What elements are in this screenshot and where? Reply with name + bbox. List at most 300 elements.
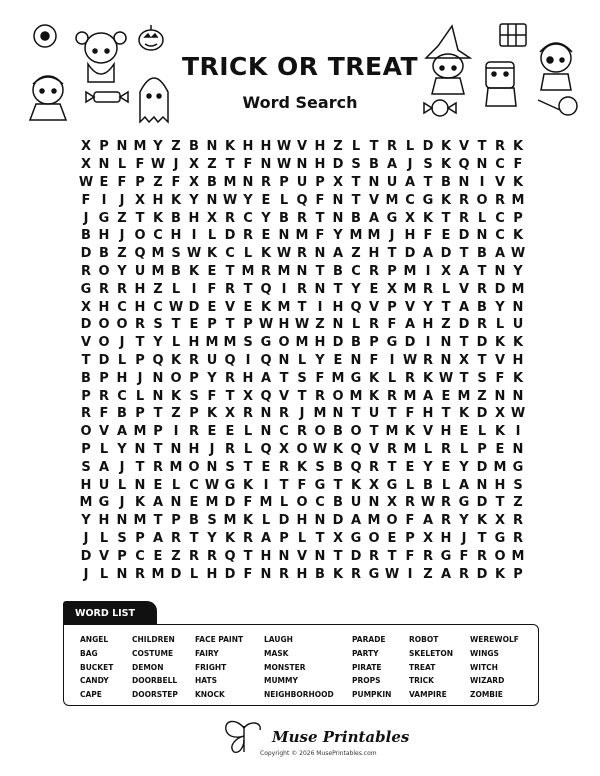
- grid-letter: T: [279, 370, 289, 386]
- grid-letter: Q: [260, 388, 272, 404]
- grid-letter: M: [223, 513, 237, 529]
- grid-letter: B: [423, 477, 433, 493]
- grid-letter: A: [458, 263, 470, 279]
- grid-letter: D: [188, 299, 200, 315]
- grid-letter: K: [206, 246, 218, 262]
- grid-letter: N: [332, 210, 344, 226]
- grid-letter: R: [134, 317, 145, 333]
- grid-letter: G: [386, 210, 398, 226]
- grid-letter: D: [80, 317, 92, 333]
- grid-letter: Y: [207, 530, 217, 546]
- grid-letter: D: [458, 317, 470, 333]
- grid-letter: R: [440, 513, 451, 529]
- word-list-item: COSTUME: [132, 648, 174, 658]
- grid-letter: Z: [513, 495, 523, 511]
- grid-letter: D: [422, 139, 434, 155]
- grid-letter: C: [315, 495, 325, 511]
- word-list-item: ZOMBIE: [470, 690, 503, 700]
- grid-letter: M: [169, 459, 183, 475]
- word-list-column: [132, 633, 178, 702]
- grid-letter: S: [297, 370, 307, 386]
- grid-letter: R: [422, 548, 433, 564]
- grid-letter: K: [260, 246, 272, 262]
- grid-letter: O: [98, 263, 110, 279]
- grid-letter: Y: [333, 228, 343, 244]
- grid-letter: D: [224, 228, 236, 244]
- grid-letter: H: [242, 370, 254, 386]
- grid-letter: T: [189, 530, 199, 546]
- grid-letter: F: [117, 174, 127, 190]
- grid-letter: P: [135, 406, 145, 422]
- grid-letter: R: [422, 281, 433, 297]
- grid-letter: N: [116, 513, 128, 529]
- grid-letter: U: [512, 317, 524, 333]
- grid-letter: K: [422, 370, 434, 386]
- grid-letter: L: [243, 441, 253, 457]
- grid-letter: B: [369, 157, 379, 173]
- grid-letter: D: [80, 548, 92, 564]
- grid-letter: H: [188, 210, 200, 226]
- grid-letter: K: [134, 495, 146, 511]
- grid-letter: H: [314, 335, 326, 351]
- grid-letter: R: [80, 263, 91, 279]
- word-list-item: FRIGHT: [195, 662, 227, 672]
- grid-letter: N: [440, 352, 452, 368]
- grid-letter: U: [368, 406, 380, 422]
- grid-letter: C: [153, 228, 163, 244]
- grid-letter: N: [368, 174, 380, 190]
- grid-letter: K: [458, 406, 470, 422]
- grid-letter: M: [151, 246, 165, 262]
- grid-letter: A: [458, 477, 470, 493]
- grid-letter: X: [206, 210, 218, 226]
- grid-letter: W: [168, 299, 184, 315]
- grid-letter: L: [351, 139, 361, 155]
- grid-letter: N: [332, 406, 344, 422]
- grid-letter: T: [477, 139, 487, 155]
- grid-letter: P: [405, 530, 415, 546]
- grid-letter: V: [458, 281, 470, 297]
- grid-letter: O: [98, 317, 110, 333]
- grid-letter: S: [225, 459, 235, 475]
- grid-letter: C: [117, 388, 127, 404]
- grid-letter: L: [423, 441, 433, 457]
- word-list-item: DEMON: [132, 662, 164, 672]
- grid-letter: H: [314, 157, 326, 173]
- grid-letter: N: [116, 139, 128, 155]
- grid-letter: E: [207, 263, 217, 279]
- grid-letter: O: [80, 424, 92, 440]
- grid-letter: I: [281, 281, 287, 297]
- grid-letter: G: [98, 210, 110, 226]
- grid-letter: F: [243, 495, 253, 511]
- grid-letter: R: [260, 174, 271, 190]
- grid-letter: N: [494, 388, 506, 404]
- grid-letter: A: [98, 459, 110, 475]
- grid-letter: R: [242, 228, 253, 244]
- grid-letter: C: [135, 548, 145, 564]
- grid-letter: I: [389, 352, 395, 368]
- grid-letter: N: [170, 441, 182, 457]
- word-list-item: WITCH: [470, 662, 498, 672]
- grid-letter: V: [98, 424, 110, 440]
- grid-letter: E: [261, 228, 271, 244]
- grid-letter: W: [276, 157, 292, 173]
- grid-letter: Y: [495, 299, 505, 315]
- grid-letter: V: [278, 388, 290, 404]
- letter-grid: [77, 138, 527, 583]
- grid-letter: Y: [261, 210, 271, 226]
- grid-letter: M: [259, 495, 273, 511]
- word-list-column: [80, 633, 113, 702]
- grid-letter: F: [513, 157, 523, 173]
- grid-letter: Q: [224, 548, 236, 564]
- grid-letter: P: [189, 406, 199, 422]
- grid-letter: W: [222, 192, 238, 208]
- grid-letter: Y: [351, 281, 361, 297]
- grid-letter: Q: [296, 192, 308, 208]
- grid-letter: W: [438, 370, 454, 386]
- grid-letter: S: [351, 157, 361, 173]
- grid-letter: T: [315, 263, 325, 279]
- word-list-item: BUCKET: [80, 662, 114, 672]
- grid-letter: R: [494, 192, 505, 208]
- grid-letter: F: [207, 281, 217, 297]
- grid-letter: K: [350, 477, 362, 493]
- grid-letter: R: [296, 424, 307, 440]
- grid-letter: G: [350, 370, 362, 386]
- grid-letter: B: [333, 263, 343, 279]
- grid-letter: K: [224, 139, 236, 155]
- grid-letter: H: [98, 228, 110, 244]
- grid-letter: P: [315, 174, 325, 190]
- grid-letter: S: [153, 317, 163, 333]
- grid-letter: H: [314, 139, 326, 155]
- grid-letter: H: [422, 406, 434, 422]
- grid-letter: W: [258, 317, 274, 333]
- grid-letter: B: [333, 495, 343, 511]
- grid-letter: D: [476, 495, 488, 511]
- grid-letter: E: [207, 299, 217, 315]
- grid-letter: C: [279, 424, 289, 440]
- grid-letter: H: [332, 299, 344, 315]
- grid-letter: F: [405, 513, 415, 529]
- grid-letter: N: [296, 263, 308, 279]
- grid-letter: N: [332, 192, 344, 208]
- grid-letter: C: [225, 246, 235, 262]
- grid-letter: H: [242, 139, 254, 155]
- grid-letter: X: [386, 495, 398, 511]
- butterfly-logo: [222, 718, 266, 754]
- grid-letter: L: [297, 530, 307, 546]
- grid-letter: R: [80, 406, 91, 422]
- grid-letter: R: [368, 263, 379, 279]
- grid-letter: P: [189, 370, 199, 386]
- word-list-heading: WORD LIST: [63, 601, 157, 625]
- word-list-item: CHILDREN: [132, 635, 175, 644]
- grid-letter: R: [476, 548, 487, 564]
- grid-letter: F: [405, 548, 415, 564]
- grid-letter: D: [170, 566, 182, 582]
- grid-letter: N: [206, 192, 218, 208]
- grid-letter: B: [333, 459, 343, 475]
- grid-letter: N: [368, 495, 380, 511]
- grid-letter: M: [367, 513, 381, 529]
- grid-letter: R: [242, 530, 253, 546]
- grid-letter: M: [313, 406, 327, 422]
- grid-letter: L: [99, 441, 109, 457]
- grid-letter: I: [515, 424, 521, 440]
- grid-letter: R: [368, 317, 379, 333]
- grid-letter: R: [296, 246, 307, 262]
- grid-letter: Q: [152, 352, 164, 368]
- grid-letter: G: [98, 495, 110, 511]
- grid-letter: O: [188, 459, 200, 475]
- grid-letter: D: [476, 459, 488, 475]
- grid-letter: N: [296, 157, 308, 173]
- grid-letter: X: [368, 477, 380, 493]
- grid-letter: H: [440, 530, 452, 546]
- grid-letter: Q: [260, 441, 272, 457]
- grid-letter: S: [315, 459, 325, 475]
- word-list-item: MASK: [264, 648, 289, 658]
- grid-letter: D: [350, 548, 362, 564]
- grid-letter: R: [512, 530, 523, 546]
- grid-letter: Y: [423, 299, 433, 315]
- grid-letter: Z: [351, 246, 361, 262]
- grid-letter: Y: [243, 192, 253, 208]
- grid-letter: A: [368, 210, 380, 226]
- word-list-item: PUMPKIN: [352, 690, 392, 700]
- word-list-item: PIRATE: [352, 662, 382, 672]
- grid-letter: C: [405, 192, 415, 208]
- grid-letter: W: [150, 157, 166, 173]
- grid-letter: W: [78, 174, 94, 190]
- grid-letter: N: [512, 441, 524, 457]
- word-list-item: HATS: [195, 676, 218, 686]
- grid-letter: M: [223, 174, 237, 190]
- grid-letter: X: [80, 299, 92, 315]
- grid-letter: A: [386, 157, 398, 173]
- grid-letter: X: [386, 281, 398, 297]
- grid-letter: F: [81, 192, 91, 208]
- grid-letter: Y: [513, 263, 523, 279]
- word-list-item: NEIGHBORHOOD: [264, 690, 334, 700]
- grid-letter: Q: [260, 281, 272, 297]
- grid-letter: T: [387, 406, 397, 422]
- grid-letter: N: [278, 548, 290, 564]
- grid-letter: R: [458, 210, 469, 226]
- grid-letter: F: [243, 566, 253, 582]
- grid-letter: L: [261, 513, 271, 529]
- grid-letter: G: [368, 566, 380, 582]
- grid-letter: K: [170, 388, 182, 404]
- grid-letter: H: [440, 424, 452, 440]
- grid-letter: X: [404, 210, 416, 226]
- grid-letter: P: [81, 388, 91, 404]
- grid-letter: D: [476, 566, 488, 582]
- grid-letter: L: [279, 495, 289, 511]
- word-list-item: PROPS: [352, 676, 381, 686]
- grid-letter: M: [493, 459, 507, 475]
- grid-letter: J: [137, 370, 143, 386]
- grid-letter: F: [99, 406, 109, 422]
- grid-letter: M: [277, 299, 291, 315]
- grid-letter: I: [479, 174, 485, 190]
- grid-letter: W: [420, 495, 436, 511]
- grid-letter: L: [441, 477, 451, 493]
- grid-letter: Z: [207, 157, 217, 173]
- grid-letter: L: [441, 281, 451, 297]
- grid-letter: K: [242, 513, 254, 529]
- grid-letter: R: [188, 548, 199, 564]
- grid-letter: T: [297, 299, 307, 315]
- grid-letter: K: [422, 210, 434, 226]
- grid-letter: B: [333, 424, 343, 440]
- grid-letter: I: [407, 566, 413, 582]
- grid-letter: T: [171, 317, 181, 333]
- grid-letter: Z: [477, 388, 487, 404]
- grid-letter: V: [80, 335, 92, 351]
- word-list-item: TREAT: [409, 662, 436, 672]
- grid-letter: D: [458, 228, 470, 244]
- grid-letter: T: [477, 263, 487, 279]
- grid-letter: R: [224, 441, 235, 457]
- grid-letter: N: [350, 352, 362, 368]
- grid-letter: X: [494, 513, 506, 529]
- grid-letter: J: [299, 406, 305, 422]
- grid-letter: V: [404, 299, 416, 315]
- grid-letter: K: [512, 228, 524, 244]
- word-list-item: VAMPIRE: [409, 690, 447, 700]
- grid-letter: O: [296, 495, 308, 511]
- word-list-item: BAG: [80, 648, 98, 658]
- grid-letter: V: [368, 192, 380, 208]
- word-list-item: DOORSTEP: [132, 690, 178, 700]
- grid-letter: M: [331, 370, 345, 386]
- grid-letter: T: [441, 210, 451, 226]
- grid-letter: A: [458, 299, 470, 315]
- grid-letter: K: [332, 441, 344, 457]
- grid-letter: N: [512, 388, 524, 404]
- grid-letter: K: [404, 424, 416, 440]
- grid-letter: M: [133, 424, 147, 440]
- grid-letter: A: [152, 495, 164, 511]
- grid-letter: N: [476, 157, 488, 173]
- grid-letter: Y: [117, 441, 127, 457]
- word-list-item: PARTY: [352, 648, 379, 658]
- grid-letter: K: [512, 174, 524, 190]
- grid-letter: W: [276, 139, 292, 155]
- grid-letter: R: [188, 352, 199, 368]
- grid-letter: H: [296, 566, 308, 582]
- grid-letter: F: [243, 157, 253, 173]
- grid-letter: K: [494, 566, 506, 582]
- grid-letter: T: [243, 548, 253, 564]
- grid-letter: T: [279, 477, 289, 493]
- grid-letter: H: [512, 352, 524, 368]
- grid-letter: R: [368, 459, 379, 475]
- grid-letter: M: [295, 335, 309, 351]
- grid-letter: K: [512, 335, 524, 351]
- grid-letter: K: [242, 477, 254, 493]
- word-list-column: [470, 633, 519, 702]
- grid-letter: E: [495, 441, 505, 457]
- grid-letter: S: [243, 335, 253, 351]
- grid-letter: G: [386, 335, 398, 351]
- grid-letter: N: [152, 388, 164, 404]
- grid-letter: R: [422, 352, 433, 368]
- grid-letter: N: [260, 566, 272, 582]
- grid-letter: Y: [153, 139, 163, 155]
- grid-letter: P: [243, 317, 253, 333]
- grid-letter: H: [260, 548, 272, 564]
- grid-letter: T: [315, 530, 325, 546]
- grid-letter: R: [386, 139, 397, 155]
- grid-letter: H: [170, 228, 182, 244]
- grid-letter: C: [351, 263, 361, 279]
- grid-letter: P: [99, 139, 109, 155]
- grid-letter: E: [261, 192, 271, 208]
- grid-letter: X: [332, 174, 344, 190]
- word-list-item: MUMMY: [264, 676, 298, 686]
- grid-letter: F: [207, 388, 217, 404]
- grid-letter: F: [387, 317, 397, 333]
- grid-letter: X: [242, 388, 254, 404]
- grid-letter: A: [404, 317, 416, 333]
- grid-letter: X: [188, 174, 200, 190]
- grid-letter: P: [279, 174, 289, 190]
- grid-letter: Q: [350, 459, 362, 475]
- grid-letter: L: [297, 352, 307, 368]
- grid-letter: B: [189, 513, 199, 529]
- grid-letter: D: [476, 335, 488, 351]
- grid-letter: W: [510, 406, 526, 422]
- grid-letter: M: [403, 281, 417, 297]
- grid-letter: L: [135, 388, 145, 404]
- grid-letter: E: [387, 530, 397, 546]
- word-list-item: DOORBELL: [132, 676, 178, 686]
- grid-letter: I: [263, 477, 269, 493]
- grid-letter: N: [260, 406, 272, 422]
- grid-letter: S: [513, 477, 523, 493]
- grid-letter: L: [207, 228, 217, 244]
- grid-letter: Y: [81, 513, 91, 529]
- grid-letter: M: [367, 228, 381, 244]
- grid-letter: V: [368, 441, 380, 457]
- word-list-item: CANDY: [80, 676, 109, 686]
- grid-letter: T: [243, 281, 253, 297]
- grid-letter: I: [425, 335, 431, 351]
- grid-letter: P: [117, 548, 127, 564]
- grid-letter: T: [225, 388, 235, 404]
- grid-letter: J: [119, 495, 125, 511]
- grid-letter: R: [98, 388, 109, 404]
- grid-letter: R: [98, 281, 109, 297]
- grid-letter: E: [369, 281, 379, 297]
- grid-letter: L: [405, 139, 415, 155]
- grid-letter: B: [117, 406, 127, 422]
- grid-letter: L: [477, 424, 487, 440]
- grid-letter: W: [312, 441, 328, 457]
- page-title: TRICK OR TREAT: [181, 52, 419, 81]
- grid-letter: D: [476, 406, 488, 422]
- grid-letter: L: [387, 370, 397, 386]
- grid-letter: L: [99, 530, 109, 546]
- grid-letter: R: [278, 406, 289, 422]
- grid-letter: Y: [315, 352, 325, 368]
- grid-letter: D: [494, 281, 506, 297]
